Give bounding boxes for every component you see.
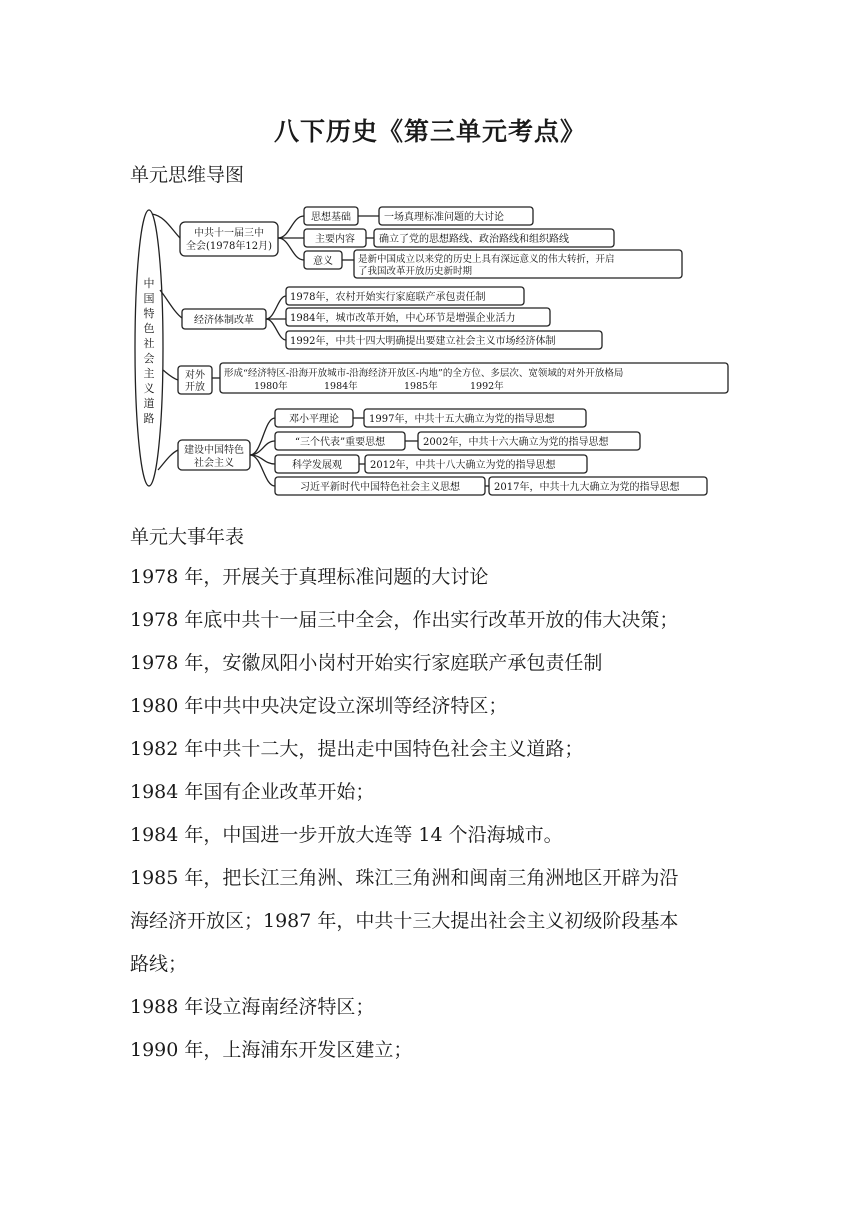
- timeline-item: 1980 年中共中央决定设立深圳等经济特区；: [130, 695, 508, 717]
- year-1992: 1992年: [470, 381, 504, 392]
- node-2002: 2002年，中共十六大确立为党的指导思想: [423, 437, 609, 448]
- branch-plenum-label: 中共十一届三中: [194, 228, 264, 239]
- timeline-item: 1984 年，中国进一步开放大连等 14 个沿海城市。: [130, 824, 563, 846]
- page-title: 八下历史《第三单元考点》: [273, 117, 586, 146]
- node-xi-thought: 习近平新时代中国特色社会主义思想: [300, 482, 460, 493]
- root-char: 义: [143, 382, 155, 395]
- timeline-item: 1988 年设立海南经济特区；: [130, 996, 375, 1018]
- node-2012: 2012年，中共十八大确立为党的指导思想: [370, 460, 556, 471]
- root-char: 会: [143, 352, 155, 365]
- root-char: 国: [143, 292, 155, 305]
- branch-opening-up-1: 对外: [185, 370, 205, 381]
- timeline-item: 1978 年，安徽凤阳小岗村开始实行家庭联产承包责任制: [130, 652, 603, 674]
- timeline-item: 海经济开放区；1987 年，中共十三大提出社会主义初级阶段基本: [130, 910, 679, 932]
- timeline-heading: 单元大事年表: [130, 526, 245, 548]
- timeline-item: 1978 年底中共十一届三中全会，作出实行改革开放的伟大决策；: [130, 609, 679, 631]
- node-deng-theory: 邓小平理论: [289, 414, 339, 425]
- year-1985: 1985年: [404, 381, 438, 392]
- node-1992-market: 1992年，中共十四大明确提出要建立社会主义市场经济体制: [290, 336, 556, 347]
- node-1997: 1997年，中共十五大确立为党的指导思想: [369, 414, 555, 425]
- timeline-item: 1978 年，开展关于真理标准问题的大讨论: [130, 566, 489, 588]
- year-1980: 1980年: [254, 381, 288, 392]
- branch-plenum-date: 全会(1978年12月): [186, 241, 272, 252]
- timeline-item: 1985 年，把长江三角洲、珠江三角洲和闽南三角洲地区开辟为沿: [130, 867, 679, 889]
- node-1978-rural: 1978年，农村开始实行家庭联产承包责任制: [290, 292, 486, 303]
- root-char: 中: [143, 277, 155, 290]
- timeline: [130, 556, 735, 1072]
- timeline-item: 路线；: [130, 953, 188, 975]
- root-char: 主: [143, 367, 155, 380]
- year-1984: 1984年: [324, 381, 358, 392]
- mind-map: [0, 0, 860, 520]
- node-turning-point-2: 了我国改革开放历史新时期: [358, 266, 473, 277]
- timeline-item: 1990 年，上海浦东开发区建立；: [130, 1039, 413, 1061]
- node-significance: 意义: [313, 256, 333, 267]
- node-main-content: 主要内容: [315, 234, 355, 245]
- node-scientific-outlook: 科学发展观: [292, 460, 342, 471]
- node-truth-debate: 一场真理标准问题的大讨论: [384, 212, 504, 223]
- node-1984-urban: 1984年，城市改革开始，中心环节是增强企业活力: [290, 313, 516, 324]
- root-char: 社: [143, 337, 155, 350]
- branch-socialism-1: 建设中国特色: [184, 445, 244, 456]
- root-char: 色: [143, 322, 155, 335]
- timeline-item: 1984 年国有企业改革开始；: [130, 781, 375, 803]
- node-ideological-basis: 思想基础: [311, 212, 351, 223]
- branch-opening-up-2: 开放: [185, 382, 205, 393]
- branch-economic-reform: 经济体制改革: [194, 315, 254, 326]
- node-opening-pattern: 形成“经济特区-沿海开放城市-沿海经济开放区-内地”的全方位、多层次、宽领域的对外开放格局: [224, 368, 624, 379]
- root-char: 道: [143, 397, 155, 410]
- node-three-represents: “三个代表”重要思想: [294, 437, 386, 448]
- node-lines-established: 确立了党的思想路线、政治路线和组织路线: [379, 234, 569, 245]
- node-turning-point-1: 是新中国成立以来党的历史上具有深远意义的伟大转折，开启: [358, 254, 615, 265]
- root-char: 路: [143, 412, 155, 425]
- node-2017: 2017年，中共十九大确立为党的指导思想: [494, 482, 680, 493]
- root-char: 特: [143, 307, 155, 320]
- timeline-item: 1982 年中共十二大，提出走中国特色社会主义道路；: [130, 738, 584, 760]
- branch-socialism-2: 社会主义: [194, 458, 234, 469]
- mindmap-heading: 单元思维导图: [130, 164, 245, 186]
